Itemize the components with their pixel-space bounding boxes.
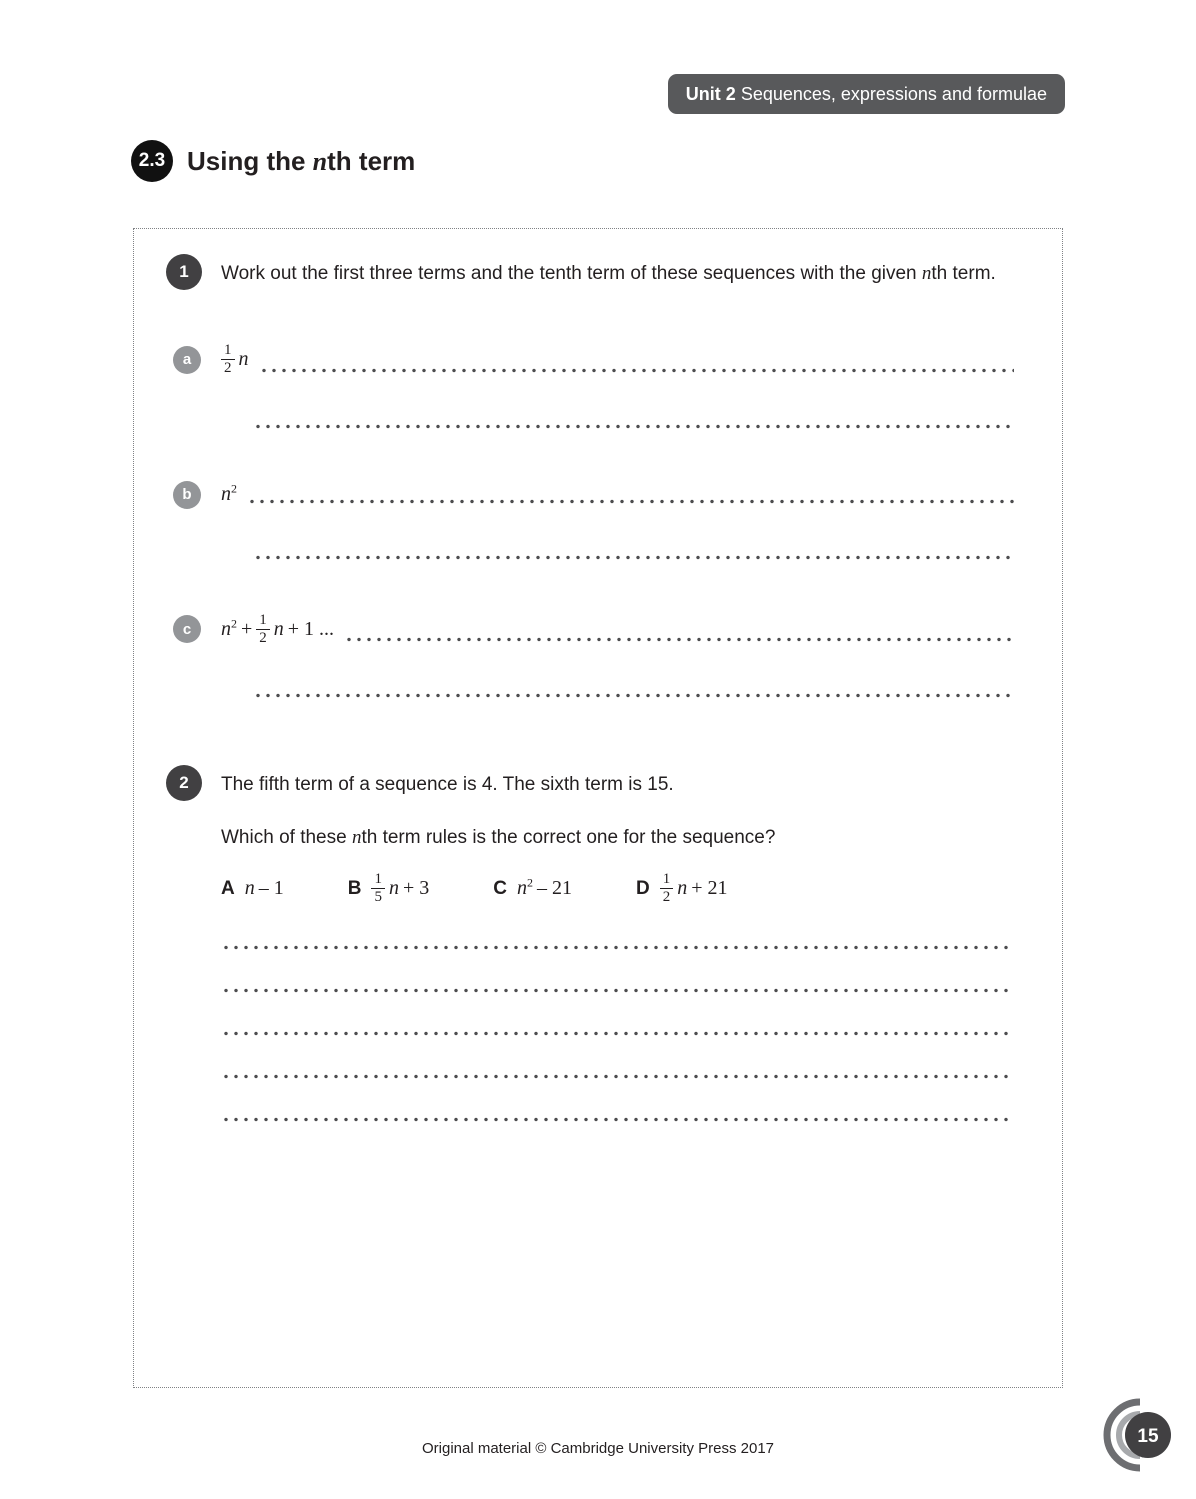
- question-1-text: [221, 253, 996, 290]
- answer-dotline: [253, 424, 1014, 429]
- part-c-row: [173, 612, 1014, 648]
- answer-dotline: [253, 555, 1014, 560]
- variable-n: n: [677, 877, 688, 900]
- exponent: 2: [526, 875, 533, 890]
- page-title-post: th term: [327, 145, 416, 176]
- answer-dotline: [221, 945, 1014, 950]
- fraction-denominator: 2: [224, 360, 232, 377]
- part-b-row: [173, 481, 1014, 509]
- answer-lines: [166, 945, 1014, 1122]
- unit-badge-bold: Unit 2: [685, 84, 736, 104]
- options-row: [221, 871, 1014, 907]
- variable-n: n: [273, 617, 284, 640]
- answer-dotline: [221, 1117, 1014, 1122]
- page-number-corner: [1096, 1398, 1182, 1474]
- question-1: [166, 253, 1014, 290]
- question-1-text-post: th term.: [931, 263, 996, 284]
- fraction: [371, 871, 385, 907]
- plus-sign: +: [241, 617, 253, 640]
- option-d: [636, 871, 728, 907]
- option-a-rest: – 1: [258, 877, 284, 900]
- variable-n: n: [221, 617, 231, 640]
- answer-dotline: [344, 637, 1014, 642]
- page-number: 15: [1137, 1426, 1159, 1447]
- variable-n: n: [244, 877, 255, 900]
- part-a-row: [173, 342, 1014, 378]
- option-c: [493, 877, 572, 900]
- part-c-badge: c: [173, 615, 201, 643]
- part-b-expression: [221, 483, 237, 506]
- unit-badge: [668, 74, 1065, 114]
- question-1-text-pre: Work out the first three terms and the tenth term of these sequences with the given: [221, 263, 922, 284]
- part-a-badge: a: [173, 346, 201, 374]
- fraction-numerator: 1: [660, 871, 674, 889]
- option-a-label: A: [221, 877, 235, 899]
- fraction: [221, 342, 235, 378]
- variable-n: n: [388, 877, 399, 900]
- answer-dotline: [221, 988, 1014, 993]
- fraction-denominator: 2: [662, 889, 671, 906]
- fraction-numerator: 1: [221, 342, 235, 360]
- question-1-number-badge: 1: [166, 254, 202, 290]
- fraction-numerator: 1: [256, 612, 270, 630]
- publisher-logo-icon: [1096, 1398, 1182, 1474]
- part-b-badge: b: [173, 481, 201, 509]
- question-1-text-var: n: [921, 263, 932, 284]
- question-2-subtext-post: th term rules is the correct one for the sequence?: [361, 827, 776, 848]
- expression-tail: + 1 ...: [287, 617, 335, 640]
- option-c-label: C: [493, 877, 507, 899]
- page-title: [187, 146, 415, 177]
- part-c-expression: [221, 612, 334, 648]
- variable-n: n: [221, 483, 231, 505]
- question-2-number-badge: 2: [166, 765, 202, 801]
- fraction-numerator: 1: [371, 871, 385, 889]
- answer-dotline: [221, 1074, 1014, 1079]
- footer-copyright: Original material © Cambridge University Press 2017: [421, 1440, 775, 1457]
- question-2-subtext: [221, 827, 1014, 849]
- unit-badge-text: Sequences, expressions and formulae: [735, 84, 1047, 104]
- exponent: 2: [231, 616, 237, 631]
- fraction-denominator: 2: [259, 629, 267, 646]
- question-2-text-line1: The fifth term of a sequence is 4. The sixth term is 15.: [221, 774, 674, 795]
- answer-dotline: [247, 499, 1014, 504]
- option-b: [348, 871, 430, 907]
- exponent: 2: [231, 481, 237, 496]
- variable-n: n: [516, 877, 527, 900]
- answer-dotline: [253, 693, 1014, 698]
- variable-n: n: [238, 348, 249, 371]
- page-title-pre: Using the: [187, 145, 313, 176]
- option-b-rest: + 3: [402, 877, 430, 900]
- option-d-rest: + 21: [691, 877, 728, 900]
- option-d-label: D: [635, 877, 650, 899]
- answer-dotline: [259, 368, 1015, 373]
- fraction: [256, 612, 270, 648]
- fraction-denominator: 5: [374, 889, 382, 906]
- part-a-expression: [221, 342, 249, 378]
- page-title-var: n: [312, 146, 328, 176]
- fraction: [660, 871, 674, 907]
- answer-dotline: [221, 1031, 1014, 1036]
- question-2: [166, 764, 1014, 801]
- question-2-subtext-var: n: [351, 827, 362, 848]
- option-b-label: B: [347, 877, 362, 899]
- option-c-rest: – 21: [536, 877, 572, 900]
- option-a: [221, 877, 284, 900]
- section-number-badge: 2.3: [131, 140, 173, 182]
- worksheet-box: [133, 228, 1063, 1388]
- section-heading: [131, 140, 415, 182]
- question-2-subtext-pre: Which of these: [221, 827, 352, 848]
